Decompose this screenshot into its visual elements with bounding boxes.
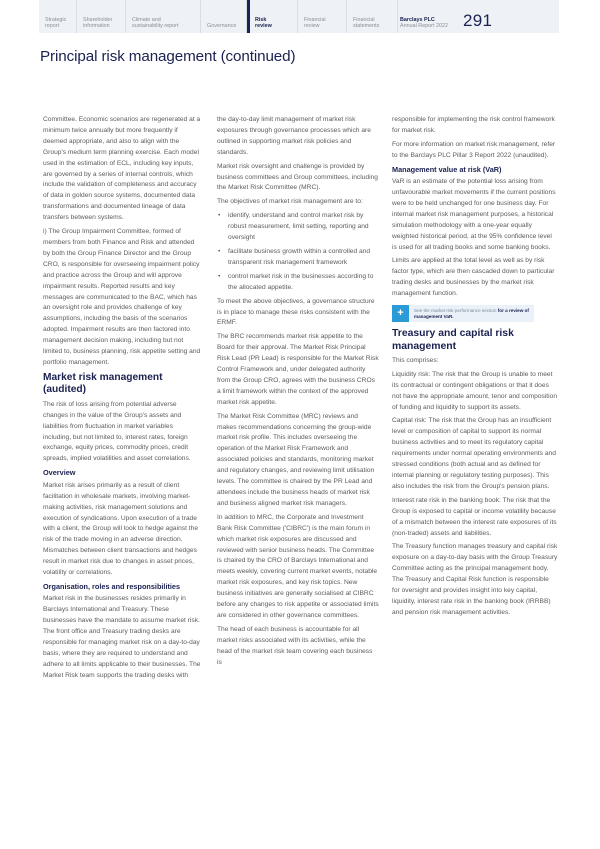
paragraph: In addition to MRC, the Corporate and Investment Bank Risk Committee ('CIBRC') is the main forum in which market risk exposures are discussed and reviewed with senior business heads. The Committee is chaired by the CRO of Barclays International and meets weekly, covering current market events, notable market risk exposures, and key risk topics. New business initiatives are generally socialised at CIBRC before any changes to risk appetite or associated limits are considered in other governance committees. [217, 513, 379, 619]
nav-tab-label: report [45, 23, 60, 30]
heading-market-risk-management: Market risk management (audited) [43, 371, 163, 396]
paragraph: The BRC recommends market risk appetite to the Board for their approval. The Market Risk Principal Risk Lead (PR Lead) is responsible for the Market Risk Control Framework and, under delegated authority from the Group CRO, agrees with the business CROs a limit framework within the context of the approved market risk appetite. [217, 333, 379, 406]
paragraph: Market risk arises primarily as a result of client facilitation in wholesale markets, involving market-making activities, risk management solutions and execution of syndications. Upon execution of a trade with a client, the Group will look to hedge against the risk of the trade moving in an adverse direction. Mismatches between client transactions and hedges result in market risk due to changes in asset prices, volatility or correlations. [43, 481, 199, 577]
callout-text-bold: for a review of management VaR. [414, 307, 529, 319]
nav-tab-shareholder-information[interactable] [77, 0, 126, 33]
paragraph: The risk of loss arising from potential adverse changes in the value of the Group's assets and liabilities from fluctuation in market variables including, but not limited to, interest rates, foreign exchange, equity prices, commodity prices, credit spreads, implied volatilities and asset correlations. [43, 400, 191, 463]
nav-tab-label: Strategic [45, 17, 67, 23]
paragraph: Committee. Economic scenarios are regenerated at a minimum twice annually but more frequently if deemed appropriate, and also to align with the Group's medium term planning exercise. Each model used in the estimation of ECL, including key inputs, are governed by a series of internal controls, which include the validation of completeness and accuracy of data in golden source systems, documented data transformations and documented lineage of data transfers between systems. [43, 116, 201, 222]
nav-tab-label: Governance [207, 23, 237, 30]
heading-organisation-roles: Organisation, roles and responsibilities [43, 581, 181, 591]
paragraph: the day-to-day limit management of market risk exposures through governance processes which are outlined in supporting market risk policies and standards. [217, 116, 371, 156]
paragraph: Market risk oversight and challenge is provided by business committees and Group committees, including the Market Risk Committee (MRC). [217, 162, 378, 192]
brand-name: Barclays PLC [400, 17, 435, 23]
column-3 [392, 115, 558, 622]
nav-tab-governance[interactable] [201, 0, 247, 33]
nav-tab-label: Financial [353, 17, 375, 23]
brand-subtitle: Annual Report 2022 [400, 23, 448, 30]
nav-tab-label: Shareholder [83, 17, 113, 23]
nav-tab-risk-review[interactable] [247, 0, 298, 33]
nav-tab-label: review [255, 23, 272, 30]
callout-text [409, 308, 534, 320]
callout-text-plain: See the market risk performance section [414, 307, 498, 313]
nav-tab-label: statements [353, 23, 380, 30]
page-number: 291 [463, 11, 493, 30]
paragraph: The head of each business is accountable for all market risks associated with its activities, while the head of the market risk team covering each business is [217, 625, 373, 666]
heading-management-var: Management value at risk (VaR) [392, 164, 502, 174]
paragraph: Interest rate risk in the banking book: The risk that the Group is exposed to capital or income volatility because of a mismatch between the interest rate exposures of its (non-traded) assets and liabilities. [392, 496, 557, 537]
column-1 [43, 115, 201, 685]
paragraph: responsible for implementing the risk control framework for market risk. [392, 116, 555, 134]
nav-tab-label: Climate and [132, 17, 161, 23]
report-brand [400, 17, 448, 30]
column-2 [217, 115, 379, 672]
paragraph: The objectives of market risk management are to: [217, 198, 363, 206]
nav-tab-financial-review[interactable] [298, 0, 347, 33]
paragraph: Market risk in the businesses resides primarily in Barclays International and Treasury. These businesses have the mandate to assume market risk. The front office and Treasury trading desks are responsible for managing market risk on a day-to-day basis, where they are required to understand and adhere to all limits applicable to their businesses. The Market Risk team supports the trading desks with [43, 595, 201, 679]
paragraph: Liquidity risk: The risk that the Group is unable to meet its contractual or contingent obligations or that it does not have the appropriate amount, tenor and composition of funding and liquidity to support its assets. [392, 370, 558, 411]
nav-tab-financial-statements[interactable] [347, 0, 398, 33]
list-item: • identify, understand and control market risk by robust measurement, limit setting, reporting and oversight [217, 211, 379, 244]
paragraph: Limits are applied at the total level as well as by risk factor type, which are then cascaded down to particular trading desks and businesses by the market risk management function. [392, 257, 555, 298]
nav-tab-label: Risk [255, 17, 267, 23]
paragraph: Capital risk: The risk that the Group has an insufficient level or composition of capital to support its normal business activities and to meet its regulatory capital requirements under normal operating environments and stressed conditions (both actual and as defined for internal planning or regulatory testing purposes). This also includes the risk from the Group's pension plans. [392, 417, 556, 490]
paragraph: i) The Group Impairment Committee, formed of members from both Finance and Risk and attended by both the Group Finance Director and the Group CRO, is responsible for overseeing impairment policy and practice across the Group and will approve impairment results. Reported results and key messages are communicated to the BAC, which has an oversight role and provides challenge of key assumptions, including the basis of the scenarios adopted. Impairment results are then factored into management decision making, including but not limited to, business planning, risk appetite setting and portfolio management. [43, 228, 201, 366]
page-title: Principal risk management (continued) [40, 48, 296, 66]
nav-tab-label: information [83, 23, 110, 30]
market-risk-performance-link[interactable] [392, 305, 534, 322]
list-item: • control market risk in the businesses according to the allocated appetite. [217, 272, 379, 294]
section-nav [39, 0, 559, 33]
paragraph: VaR is an estimate of the potential loss arising from unfavourable market movements if the current positions were to be held unchanged for one business day. For internal market risk management purposes, a historical simulation methodology with a one-year equally weighted historical period, at the 95% confidence level is used for all trading books and some banking books. [392, 178, 556, 251]
nav-tab-label: review [304, 23, 320, 30]
nav-tab-label: Financial [304, 17, 326, 23]
heading-treasury-capital-risk: Treasury and capital risk management [392, 328, 514, 352]
paragraph: This comprises: [392, 356, 439, 364]
nav-tab-label: sustainability report [132, 23, 179, 30]
plus-icon: + [392, 305, 409, 322]
nav-tab-climate-sustainability[interactable] [126, 0, 201, 33]
nav-tab-strategic-report[interactable] [39, 0, 77, 33]
paragraph: The Market Risk Committee (MRC) reviews and makes recommendations concerning the group-wide market risk profile. This includes overseeing the operation of the Market Risk Framework and associated policies and standards, monitoring market and regulatory changes, and reviewing limit utilisation levels. The committee is chaired by the PR Lead and attendees include the business heads of market risk and business aligned market risk managers. [217, 412, 375, 507]
paragraph: For more information on market risk management, refer to the Barclays PLC Pillar 3 Report 2022 (unaudited). [392, 140, 556, 159]
objectives-list [217, 211, 379, 293]
paragraph: The Treasury function manages treasury and capital risk exposure on a day-to-day basis with the Group Treasury Committee acting as the principal management body. The Treasury and Capital Risk function is responsible for oversight and provides insight into key capital, liquidity, interest rate risk in the banking book (IRRBB) and pension risk management activities. [392, 543, 558, 616]
paragraph: To meet the above objectives, a governance structure is in place to manage these risks consistent with the ERMF. [217, 297, 375, 327]
list-item: • facilitate business growth within a controlled and transparent risk management framework [217, 247, 379, 269]
heading-overview: Overview [43, 468, 76, 478]
